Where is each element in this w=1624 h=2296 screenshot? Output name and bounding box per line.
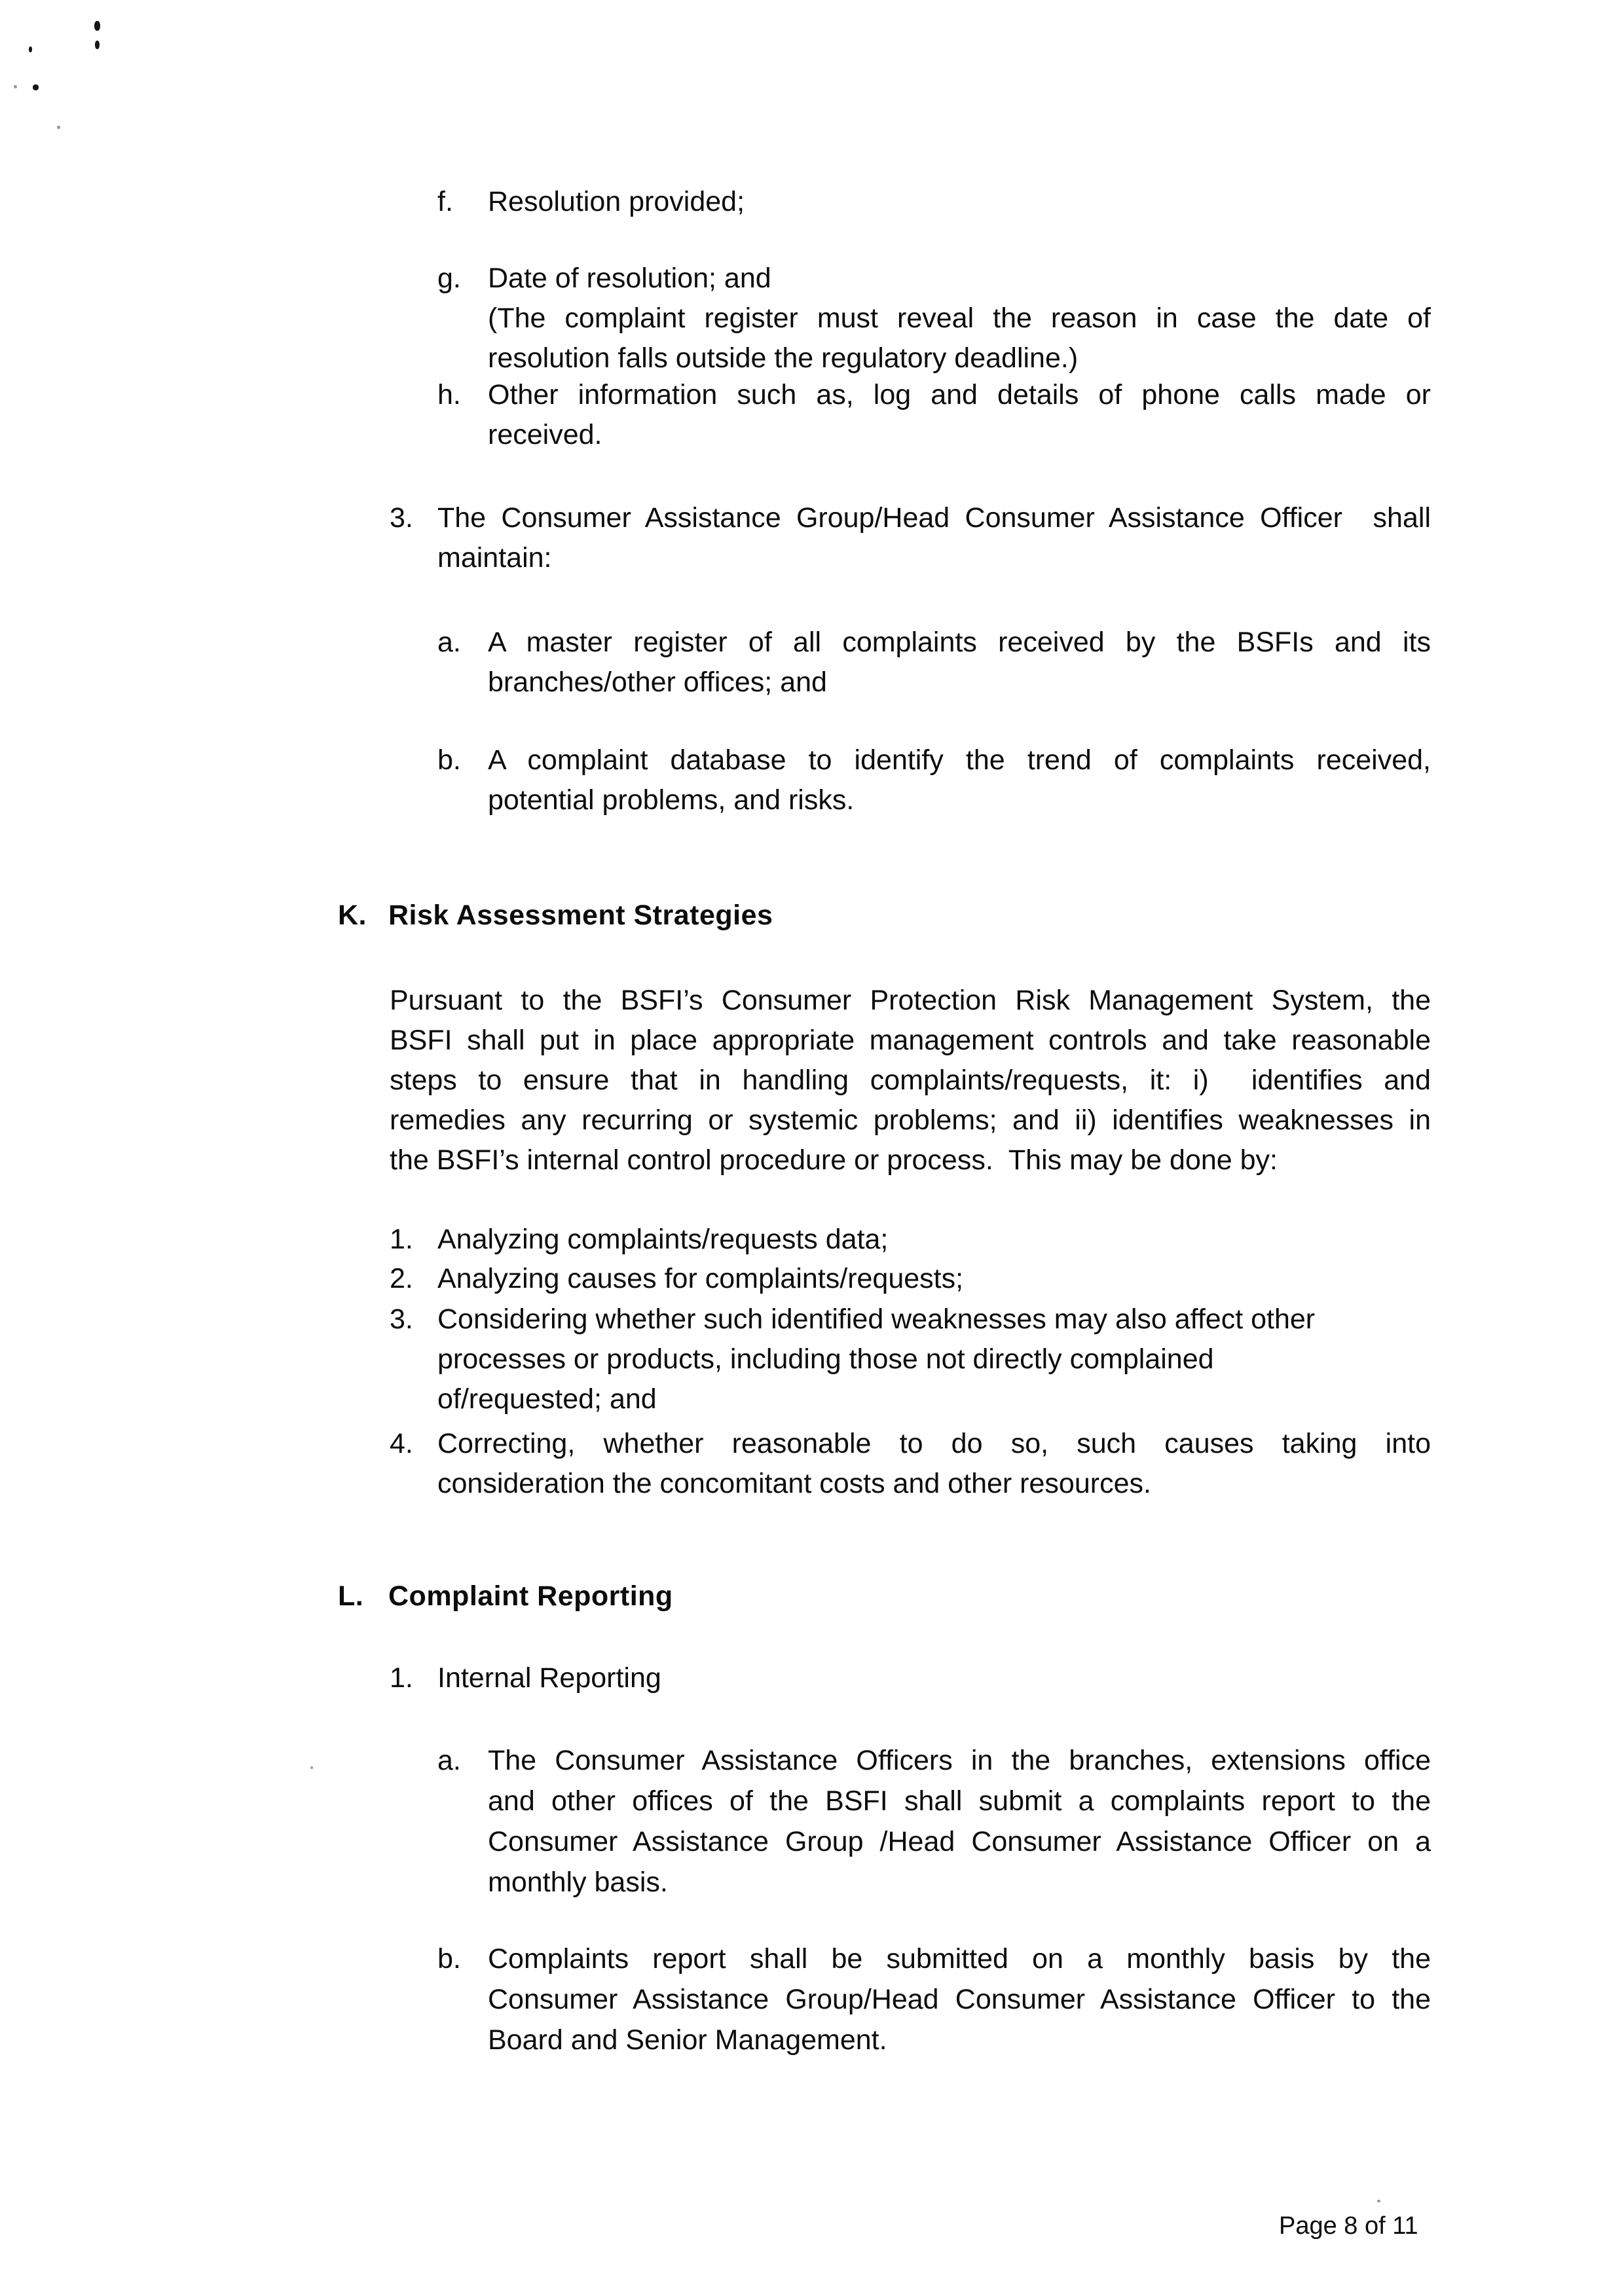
item-marker: 3. <box>390 1303 413 1335</box>
text-line: maintain: <box>437 542 552 574</box>
section-heading-l <box>338 1576 673 1616</box>
section-heading-k <box>338 896 773 936</box>
text-line: consideration the concomitant costs and other resources. <box>437 1468 1151 1499</box>
text-line: received. <box>488 419 602 450</box>
text-line: (The complaint register must reveal the reason in case the date of <box>488 302 1431 334</box>
list-item-k4 <box>390 1424 1431 1504</box>
item-marker: b. <box>437 744 461 776</box>
section-marker: K. <box>338 900 367 931</box>
item-marker: f. <box>437 186 453 217</box>
item-marker: 2. <box>390 1263 413 1294</box>
text-line: steps to ensure that in handling complaints/requests, it: i) identifies and <box>390 1065 1431 1096</box>
text-line: Complaints report shall be submitted on a monthly basis by the <box>488 1943 1431 1975</box>
text-line: and other offices of the BSFI shall submit a complaints report to the <box>488 1785 1431 1817</box>
item-marker: 3. <box>390 502 413 534</box>
list-item-k1 <box>390 1220 1431 1260</box>
list-item-l1a <box>437 1740 1431 1903</box>
text-line: Other information such as, log and details of phone calls made or <box>488 379 1431 410</box>
section-marker: L. <box>338 1580 364 1612</box>
text-line: A master register of all complaints received by the BSFIs and its <box>488 627 1431 658</box>
text-line: branches/other offices; and <box>488 666 827 698</box>
text-line: The Consumer Assistance Officers in the branches, extensions office <box>488 1745 1431 1776</box>
text-line: BSFI shall put in place appropriate management controls and take reasonable <box>390 1025 1431 1056</box>
item-marker: h. <box>437 379 461 410</box>
text-line: Date of resolution; and <box>488 263 771 294</box>
list-item-3b <box>437 740 1431 820</box>
list-item-l1b <box>437 1939 1431 2060</box>
scan-speck <box>1377 2200 1380 2202</box>
list-item-k3 <box>390 1300 1431 1419</box>
list-item-3a <box>437 623 1431 702</box>
text-line: The Consumer Assistance Group/Head Consumer Assistance Officer shall <box>437 502 1431 534</box>
list-item-h <box>437 375 1431 455</box>
text-line: Pursuant to the BSFI’s Consumer Protection Risk Management System, the <box>390 985 1431 1016</box>
scan-speck <box>29 46 32 52</box>
item-marker: a. <box>437 1745 461 1776</box>
scan-speck <box>95 41 100 49</box>
text-line: monthly basis. <box>488 1867 668 1898</box>
page-number: Page 8 of 11 <box>1279 2212 1418 2240</box>
text-line: Internal Reporting <box>437 1662 661 1694</box>
text-line: Correcting, whether reasonable to do so, such causes taking into <box>437 1428 1431 1459</box>
text-line: the BSFI’s internal control procedure or process. This may be done by: <box>390 1144 1278 1176</box>
section-title: Complaint Reporting <box>388 1580 673 1612</box>
list-item-3 <box>390 498 1431 578</box>
list-item-f <box>437 182 1431 222</box>
text-line: Consumer Assistance Group /Head Consumer Assistance Officer on a <box>488 1826 1431 1857</box>
section-title: Risk Assessment Strategies <box>388 900 773 931</box>
item-marker: g. <box>437 263 461 294</box>
item-marker: 1. <box>390 1662 413 1694</box>
text-line: Analyzing causes for complaints/requests; <box>437 1263 964 1294</box>
scan-speck <box>94 21 100 31</box>
text-line: of/requested; and <box>437 1383 657 1415</box>
scan-speck <box>57 126 60 129</box>
list-item-k2 <box>390 1259 1431 1299</box>
text-line: remedies any recurring or systemic problems; and ii) identifies weaknesses in <box>390 1104 1431 1136</box>
item-marker: 4. <box>390 1428 413 1459</box>
text-line: Considering whether such identified weaknesses may also affect other <box>437 1303 1316 1335</box>
text-line: Board and Senior Management. <box>488 2024 887 2056</box>
item-marker: b. <box>437 1943 461 1975</box>
text-line: Analyzing complaints/requests data; <box>437 1224 889 1255</box>
scan-speck <box>14 85 17 88</box>
scan-speck <box>33 84 39 90</box>
text-line: resolution falls outside the regulatory deadline.) <box>488 342 1079 374</box>
scan-speck <box>310 1766 313 1769</box>
text-line: A complaint database to identify the trend of complaints received, <box>488 744 1431 776</box>
list-item-g <box>437 259 1431 378</box>
text-line: Resolution provided; <box>488 186 745 217</box>
paragraph-risk-assessment <box>390 981 1431 1180</box>
item-marker: 1. <box>390 1224 413 1255</box>
item-marker: a. <box>437 627 461 658</box>
text-line: Consumer Assistance Group/Head Consumer Assistance Officer to the <box>488 1984 1431 2015</box>
text-line: processes or products, including those not directly complained <box>437 1343 1214 1375</box>
text-line: potential problems, and risks. <box>488 784 855 816</box>
list-item-l1 <box>390 1658 1431 1698</box>
